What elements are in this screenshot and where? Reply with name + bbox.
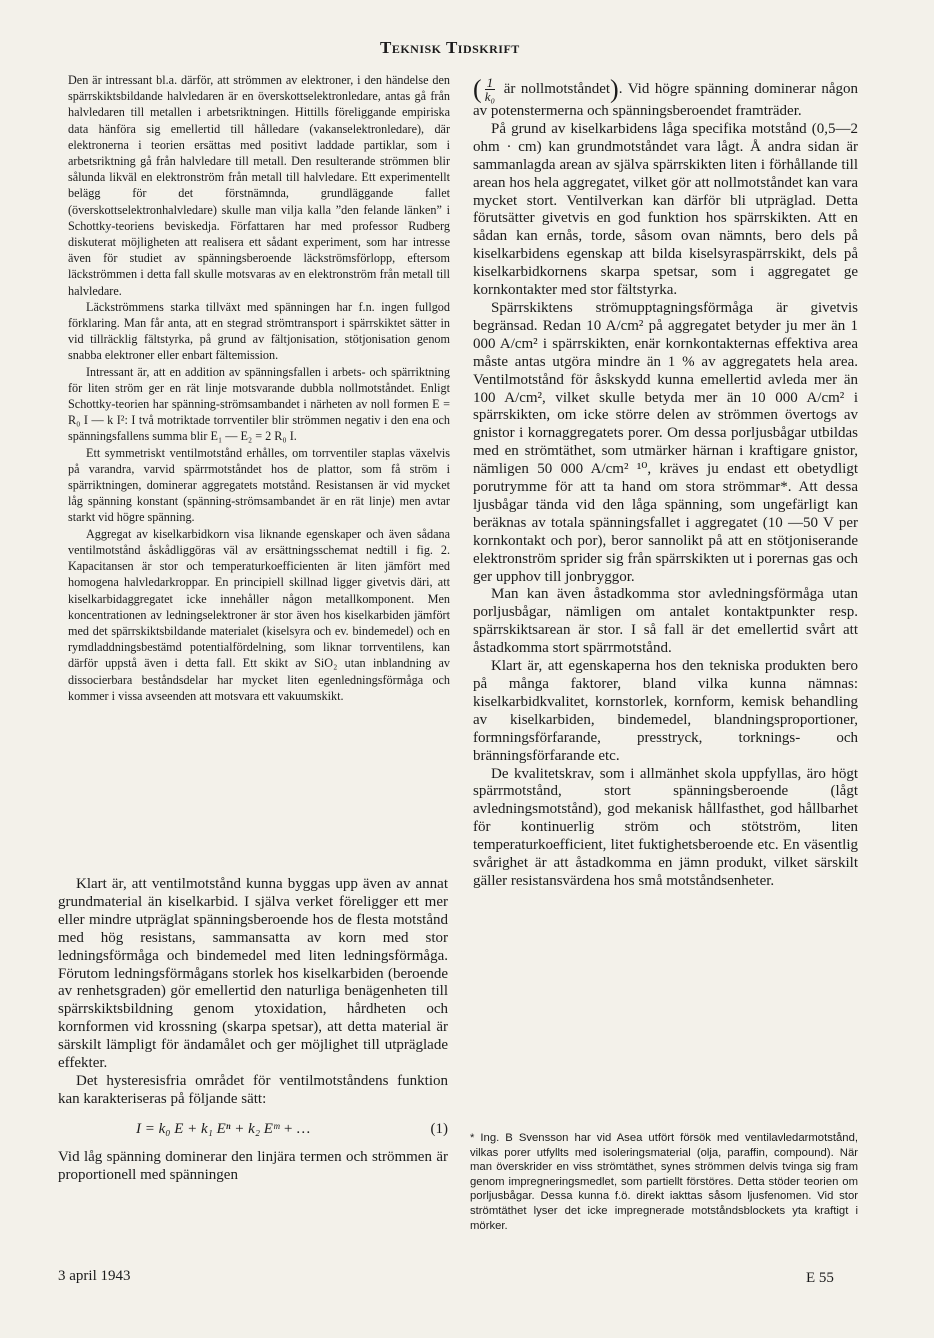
footnote: * Ing. B Svensson har vid Asea utfört försök med ventilavledarmotstånd, vilkas porer utfyllts med isoleringsmaterial (olja, paraffin, compound). När man överskrider en viss strömtäthet, synes strömmen delvis tvinga sig fram genom impregneringsmedlet, som partiellt förstöres. Detta stöder teorien om porljusbågar. Dessa kunna f.ö. direkt iakttas såsom ljusfenomen. Vid stor strömtäthet lyser det icke impregnerade motståndsblockets yta kraftigt i mörker. [470, 1132, 858, 1232]
paragraph: Den är intressant bl.a. därför, att strömmen av elektroner, i den händelse den spärrskiktsbildande halvledaren är en överskottselektronledare, antas gå från halvledaren till metallen i arbetsriktningen. Hittills föreliggande empiriska data hänföra sig emellertid till hålledare (vakanselektronledare), där elektronerna i teorien ersättas med positivt laddade partiklar, som i arbetsriktning gå från halvledare till metall. Den resulterande strömmen blir sålunda likväl en elektronström från metall till halvledare. Ett experimentellt belägg för det förstnämnda, grundläggande fallet (överskottselektronhalvledare) skulle man vilja kalla ”den felande länken” i Schottky-teoriens beviskedja. Författaren har med professor Rudberg diskuterat möjligheten att realisera ett sådant experiment, som har intresse även för studiet av spänningsberoende läckströmsförlopp, eftersom läckströmmen i detta fall skulle motsvaras av en elektronström från metall till halvledare. [68, 73, 450, 298]
left-column-body [58, 876, 448, 1185]
right-column-body [473, 76, 858, 891]
paragraph: Klart är, att ventilmotstånd kunna byggas upp även av annat grundmaterial än kiselkarbid. I själva verket föreligger ett mer eller mindre utpräglat spänningsberoende hos de flesta motstånd med hög resistans, sammansatta av korn med stor ledningsförmåga och bindemedel med liten ledningsförmåga. Förutom ledningsförmågans storlek hos kiselkarbiden (beroende av renhetsgraden) gör emellertid den naturliga benägenheten till spärrskiktsbildning genom ytoxidation, hårdheten och kornformen vid krossning (skarpa spetsar), att detta material är särskilt lämpligt för ändamålet och ger möjlighet till utpräglade effekter. [58, 876, 448, 1072]
zero-resistance-text: är nollmotståndet [503, 80, 611, 97]
fraction-1-over-k0: $\frac{1}{\text{k₀}}$ [484, 75, 496, 104]
equation-number: (1) [430, 1120, 448, 1137]
paragraph: På grund av kiselkarbidens låga specifika motstånd (0,5—2 ohm · cm) kan grundmotståndet vara lågt. Å andra sidan är sammanlagda arean av själva spärrskikten liten i förhållande till arean hos hela aggregatet, vilket gör att nollmotståndet kan vara mycket stort. Ventilverkan kan därför bli utpräglad. Detta förutsätter givetvis en god funktion hos spärrskikten. Att en sådan kan ernås, torde, såsom ovan nämnts, bero dels på kiselkarbidens egenskap att bilda kiselsyraspärrskikt, dels på kiselkarbidkornens skarpa spetsar, som i aggregatet ge kornkontakter med stor fältstyrka. [473, 120, 858, 299]
paragraph: Klart är, att egenskaperna hos den tekniska produkten bero på många faktorer, bland vilka kunna nämnas: kiselkarbidkvalitet, kornstorlek, kornform, kemisk behandling av kiselkarbiden, bindemedel, blandningsproportioner, formningsförfarande, presstryck, torknings- och bränningsförfarande etc. [473, 658, 858, 764]
paragraph: Man kan även åstadkomma stor avledningsförmåga utan porljusbågar, nämligen om antalet kontaktpunkter resp. spärrskiktsarean är stor. I så fall är det emellertid svårt att åstadkomma stort spärrmotstånd. [473, 586, 858, 657]
continuation-text: Vid högre spänning dominerar någon av potenstermerna och spänningsberoendet framträder. [473, 80, 859, 119]
page-number: E 55 [806, 1270, 834, 1286]
paragraph-continuation: ( $\frac{1}{\text{k₀}}$ är nollmotståndet). Vid högre spänning dominerar någon av potenstermerna och spänningsberoendet framträder. [473, 74, 859, 119]
paragraph: De kvalitetskrav, som i allmänhet skola uppfyllas, äro högt spärrmotstånd, stort spänningsberoende (lågt avledningsmotstånd), god mekanisk hållfasthet, god hållbarhet för kontinuerlig ström och stötström, liten temperaturkoefficient, litet fuktighetsberoende etc. En väsentlig svårighet är att åstadkomma en jämn produkt, vilket särskilt gäller resistansvärdena hos små motståndsenheter. [473, 765, 858, 889]
equation-formula: I = k₀ E + k₁ Eⁿ + k₂ Eᵐ + … [136, 1120, 311, 1137]
paragraph: Aggregat av kiselkarbidkorn visa liknande egenskaper och även sådana ventilmotstånd åskådliggöras väl av ersättningsschemat nedtill i fig. 2. Kapacitansen är stor och temperaturkoefficienten är liten jämfört med homogena halvledarkroppar. En principiell skillnad ligger givetvis däri, att kiselkarbidaggregatet icke innehåller någon metallkomponent. Men koncentrationen av ledningselektroner är stor även hos kiselkarbiden jämfört med det spärrskiktsbildande materialet (kiselsyra och ev. bindemedel) och en rymdladdningsbestämd potentialfördelning, som liknar torrventilens, kan därför uppstå även i detta fall. Ett skikt av SiO₂ utan inblandning av dissocierbara beståndsdelar har mycket liten egenledningsförmåga och kommer i vissa avseenden att motsvara ett vakuumskikt. [68, 526, 450, 703]
issue-date: 3 april 1943 [58, 1268, 131, 1284]
equation-1 [58, 1121, 448, 1139]
paragraph: Intressant är, att en addition av spänningsfallen i arbets- och spärriktning för liten ström ger en rät linje motsvarande dubbla nollmotståndet. Enligt Schottky-teorien har spänning-strömsambandet i närheten av noll formen E = R₀ I — k I²: I två motriktade torrventiler blir strömmen negativ i den ena och spänningsfallens summa blir E₁ — E₂ = 2 R₀ I. [68, 364, 450, 444]
paragraph: Det hysteresisfria området för ventilmotståndens funktion kan karakteriseras på följande sätt: [58, 1072, 448, 1107]
paragraph: Vid låg spänning dominerar den linjära termen och strömmen är proportionell med spänningen [58, 1148, 448, 1183]
close-paren: ) [610, 74, 619, 104]
journal-header: Teknisk Tidskrift [380, 38, 520, 57]
left-column-small-text [68, 72, 450, 704]
paragraph: Läckströmmens starka tillväxt med spänningen har f.n. ingen fullgod förklaring. Man får anta, att en stegrad strömtransport i spärrskiktet sätter in vid tillräcklig fältstyrka, på grund av fältjonisation, stötjonisation genom snabba elektroner eller enbart fältemission. [68, 299, 450, 363]
open-paren: ( [473, 74, 482, 104]
paragraph: Spärrskiktens strömupptagningsförmåga är givetvis begränsad. Redan 10 A/cm² på aggregatet betyder ju mer än 1 000 A/cm² i spärrskikten, enär kornkontakternas effektiva area måste antas utgöra mindre än 1 % av aggregatets hela area. Ventilmotstånd för åskskydd kunna emellertid avleda mer än 100 A/cm², vilket skulle betyda mer än 10 000 A/cm² i spärrskikten, om icke större delen av strömmen övertogs av gnistor i kornaggregatets porer. Om dessa porljusbågar utbildas med en strömtäthet, som utmärker härnan i kraftigare gnistor, nämligen 50 000 A/cm² ¹⁰, kräves ju endast ett obetydligt porutrymme för att ta hand om stora strömmar*. Att dessa ljusbågar tända vid den låga spänning, som ungefärligt kan beräknas av totala spänningsfallet i aggregatet (10 —50 V per kornkontakt och por), beror sannolikt på att en stötjoniserande elektronström sprider sig från spärrskikten ut i porernas gas och ger upphov till jonbryggor. [473, 299, 858, 585]
paragraph: Ett symmetriskt ventilmotstånd erhålles, om torrventiler staplas växelvis på varandra, varvid spärrmotståndet hos de plattor, som få ström i spärriktningen, dominerar aggregatets motstånd. Resistansen är vid mycket låg spänning konstant (spänning-strömsambandet är en rät linje) men avtar starkt vid högre spänning. [68, 445, 450, 525]
